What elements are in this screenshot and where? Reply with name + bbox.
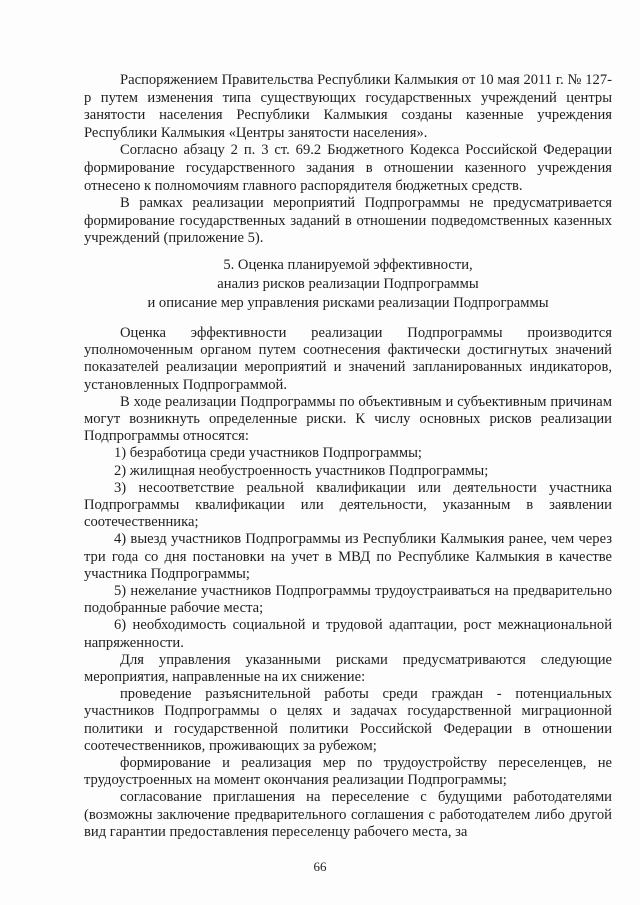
list-item: 4) выезд участников Подпрограммы из Республики Калмыкия ранее, чем через три года со дня постановки на учет в МВД по Республике Калмыкия в качестве участника Подпрограммы;	[84, 531, 612, 582]
heading-line: и описание мер управления рисками реализации Подпрограммы	[147, 295, 549, 311]
paragraph: Для управления указанными рисками предусматриваются следующие мероприятия, направленные на их снижение:	[84, 651, 612, 686]
list-item: 1) безработица среди участников Подпрограммы;	[114, 445, 422, 462]
paragraph: Оценка эффективности реализации Подпрограммы производится уполномоченным органом путем соотнесения фактически достигнутых значений показателей реализации мероприятий и значений запланированных индикаторов, установленных Подпрограммой.	[84, 325, 612, 393]
measure-item: формирование и реализация мер по трудоустройству переселенцев, не трудоустроенных на момент окончания реализации Подпрограммы;	[84, 755, 612, 789]
list-item: 2) жилищная необустроенность участников Подпрограммы;	[114, 462, 489, 479]
paragraph: Распоряжением Правительства Республики Калмыкия от 10 мая 2011 г. № 127-р путем изменения типа существующих государственных учреждений центры занятости населения Республики Калмыкия созданы казенные учреждения Республики Калмыкия «Центры занятости населения».	[84, 72, 612, 141]
list-item: 6) необходимость социальной и трудовой адаптации, рост межнациональной напряженности.	[84, 617, 612, 651]
page-number: 66	[313, 859, 327, 874]
paragraph: Согласно абзацу 2 п. 3 ст. 69.2 Бюджетного Кодекса Российской Федерации формирование государственного задания в отношении казенного учреждения отнесено к полномочиям главного распорядителя бюджетных средств.	[84, 142, 612, 194]
heading-line: анализ рисков реализации Подпрограммы	[217, 276, 479, 292]
paragraph: В ходе реализации Подпрограммы по объективным и субъективным причинам могут возникнуть определенные риски. К числу основных рисков реализации Подпрограммы относятся:	[84, 393, 612, 445]
section-text	[84, 325, 612, 841]
measure-item: согласование приглашения на переселение с будущими работодателями (возможны заключение предварительного соглашения с работодателем либо другой вид гарантии предоставления переселенцу рабочего места, за	[84, 789, 612, 840]
section-heading	[84, 256, 612, 313]
heading-line: 5. Оценка планируемой эффективности,	[223, 257, 473, 273]
list-item: 5) нежелание участников Подпрограммы трудоустраиваться на предварительно подобранные рабочие места;	[84, 583, 612, 617]
measure-item: проведение разъяснительной работы среди граждан - потенциальных участников Подпрограммы о целях и задачах государственной миграционной политики и государственной политики Российской Федерации в отношении соотечественников, проживающих за рубежом;	[84, 686, 612, 754]
intro-text	[84, 72, 612, 248]
list-item: 3) несоответствие реальной квалификации или деятельности участника Подпрограммы квалификации или деятельности, указанным в заявлении соотечественника;	[84, 479, 612, 531]
paragraph: В рамках реализации мероприятий Подпрограммы не предусматривается формирование государственных заданий в отношении подведомственных казенных учреждений (приложение 5).	[84, 195, 612, 247]
